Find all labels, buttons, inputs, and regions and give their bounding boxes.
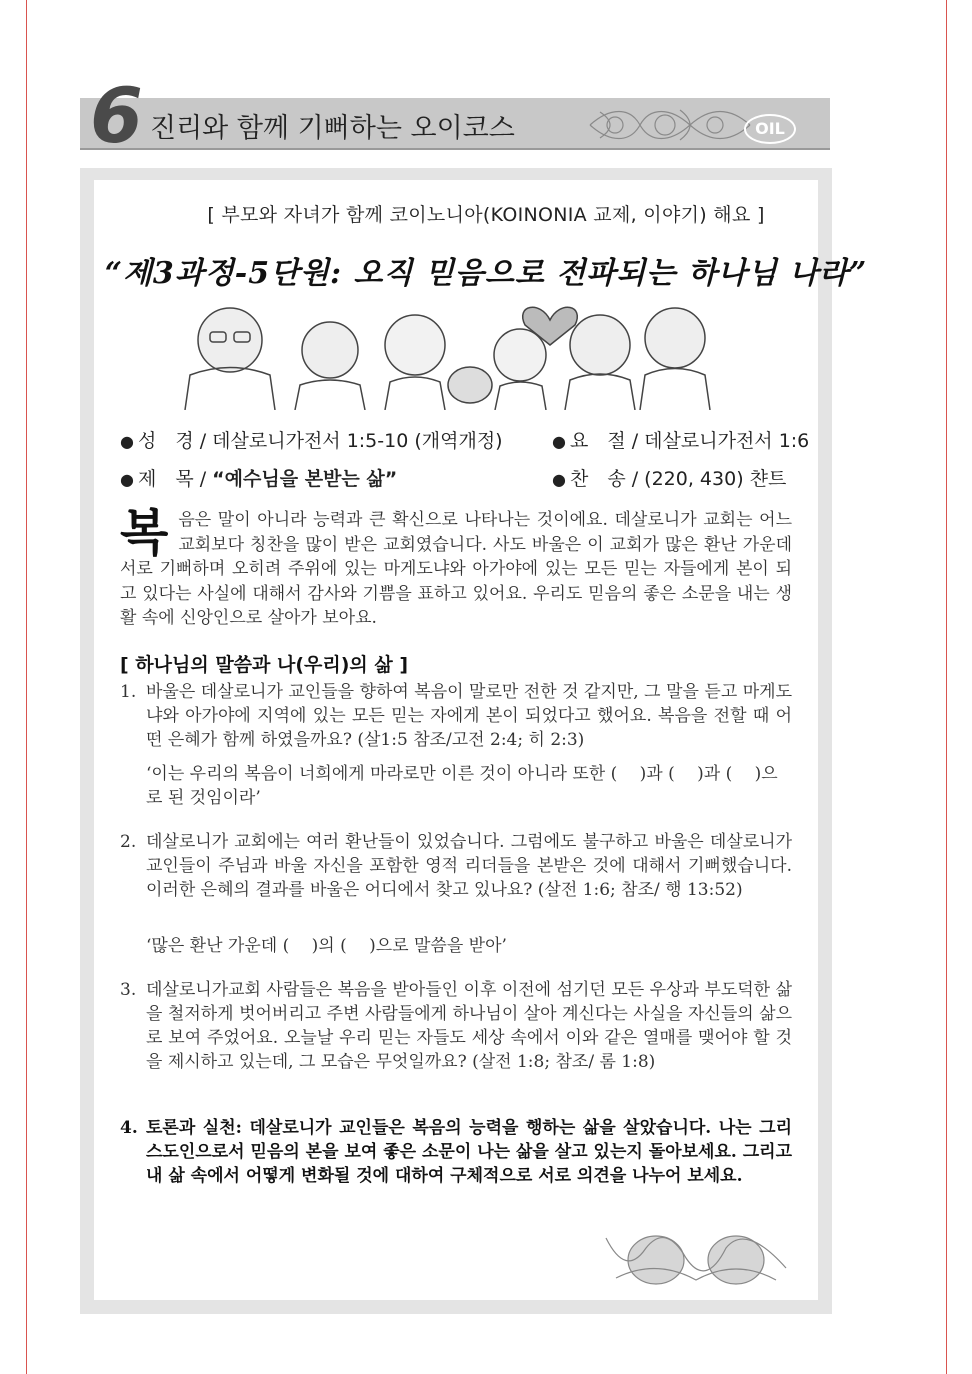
hymn-row: ● 찬 송 / (220, 430) 챤트 (552, 468, 787, 490)
question-text: 데살로니가교회 사람들은 복음을 받아들인 이후 이전에 섬기던 모든 우상과 부도덕한 삶을 철저하게 벗어버리고 주변 사람들에게 하나님이 살아 계신다는 사실을 자신들의 삶으로 보여 주었어요. 오늘날 우리 믿는 자들도 세상 속에서 이와 같은 열매를 맺어야 할 것을 제시하고 있는데, 그 모습은 무엇일까요? (살전 1:8; 참조/ 롬 1:8) (146, 980, 792, 1072)
key-verse-value: 데살로니가전서 1:6 (644, 430, 810, 452)
topic-row: ● 제 목 / “예수님을 본받는 삶” (120, 468, 398, 490)
lesson-title: “제3과정-5단원: 오직 믿음으로 전파되는 하나님 나라” (104, 256, 868, 291)
fill-in-blank-2: ‘많은 환난 가운데 ( )의 ( )으로 말씀을 받아’ (146, 936, 507, 956)
topic-value: “예수님을 본받는 삶” (212, 468, 398, 490)
key-verse-row: ● 요 절 / 데살로니가전서 1:6 (552, 430, 810, 452)
family-illustration-icon (170, 290, 730, 410)
hymn-value: (220, 430) 챤트 (644, 468, 787, 490)
question-number: 1. (120, 682, 137, 702)
hymn-label: 찬 송 / (569, 468, 639, 490)
question-number: 2. (120, 832, 137, 852)
oil-logo: OIL (744, 114, 796, 144)
question-text: 토론과 실천: 데살로니가 교인들은 복음의 능력을 행하는 삶을 살았습니다. 나는 그리스도인으로서 믿음의 본을 보여 좋은 소문이 나는 삶을 살고 있는지 돌아보세요. 그리고 내 삶 속에서 어떻게 변화될 것에 대하여 구체적으로 서로 의견을 나누어 보세요. (146, 1118, 792, 1186)
question-text: 바울은 데살로니가 교인들을 향하여 복음이 말로만 전한 것 같지만, 그 말을 듣고 마게도냐와 아가야에 지역에 있는 모든 믿는 자에게 본이 되었다고 했어요. 복음을 전할 때 어떤 은혜가 함께 하였을까요? (살1:5 참조/고전 2:4; 히 2:3) (146, 682, 792, 750)
question-4 (120, 1116, 792, 1188)
topic-label: 제 목 / (137, 468, 207, 490)
header-title: 진리와 함께 기뻐하는 오이코스 (150, 113, 515, 144)
key-verse-label: 요 절 / (569, 430, 639, 452)
chapter-number: 6 (90, 71, 143, 160)
question-1 (120, 680, 792, 752)
scripture-value: 데살로니가전서 1:5-10 (개역개정) (212, 430, 503, 452)
question-number: 4. (120, 1118, 138, 1138)
section-heading: [ 하나님의 말씀과 나(우리)의 삶 ] (120, 654, 409, 676)
intro-text: 음은 말이 아니라 능력과 큰 확신으로 나타나는 것이에요. 데살로니가 교회는 어느 교회보다 칭찬을 많이 받은 교회였습니다. 사도 바울은 이 교회가 많은 환난 가운데서로 기뻐하며 오히려 주위에 있는 마게도냐와 아가야에 있는 모든 믿는 자들에게 본이 되고 있다는 사실에 대해서 감사와 기쁨을 표하고 있어요. 우리도 믿음의 좋은 소문을 내는 생활 속에 신앙인으로 살아가 보아요. (120, 510, 792, 628)
intro-dropcap: 복 (120, 504, 169, 562)
question-number: 3. (120, 980, 137, 1000)
fill-in-blank-1: ‘이는 우리의 복음이 너희에게 마라로만 이른 것이 아니라 또한 ( )과 ( )과 ( )으로 된 것임이라’ (146, 764, 778, 808)
decorative-ornament-icon (596, 1218, 796, 1290)
scripture-label: 성 경 / (137, 430, 207, 452)
question-2 (120, 830, 792, 902)
scripture-row: ● 성 경 / 데살로니가전서 1:5-10 (개역개정) (120, 430, 503, 452)
question-text: 데살로니가 교회에는 여러 환난들이 있었습니다. 그럼에도 불구하고 바울은 데살로니가 교인들이 주님과 바울 자신을 포함한 영적 리더들을 본받은 것에 대해서 기뻐했습니다. 이러한 은혜의 결과를 바울은 어디에서 찾고 있나요? (살전 1:6; 참조/ 행 13:52) (146, 832, 792, 900)
subheading: [ 부모와 자녀가 함께 코이노니아(KOINONIA 교제, 이야기) 해요 ] (207, 204, 765, 226)
question-3 (120, 978, 792, 1074)
intro-paragraph (120, 504, 792, 631)
